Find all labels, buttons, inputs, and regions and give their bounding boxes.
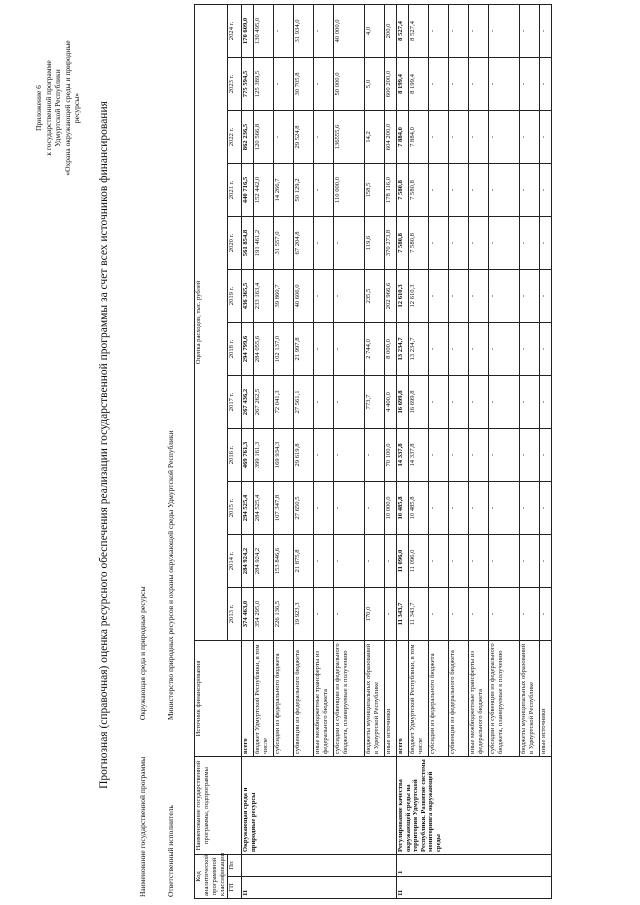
amount-cell: - bbox=[314, 217, 334, 270]
funding-source-cell: бюджеты муниципальных образований в Удмуртской Республике bbox=[520, 641, 540, 757]
amount-cell: 70 100,0 bbox=[385, 429, 397, 482]
amount-cell: 30 705,8 bbox=[294, 58, 314, 111]
header-estimate: Оценка расходов, тыс. рублей bbox=[195, 4, 228, 640]
amount-cell: 284 525,4 bbox=[254, 482, 274, 535]
amount-cell: - bbox=[520, 164, 540, 217]
amount-cell: 8 199,4 bbox=[397, 58, 409, 111]
amount-cell: 235,5 bbox=[365, 270, 385, 323]
gp-code-cell: 11 bbox=[397, 877, 552, 899]
amount-cell: - bbox=[314, 482, 334, 535]
amount-cell: 10 485,8 bbox=[409, 482, 429, 535]
amount-cell: - bbox=[540, 588, 552, 641]
funding-source-cell: субсидии из федерального бюджета bbox=[429, 641, 449, 757]
amount-cell: 119,6 bbox=[365, 217, 385, 270]
amount-cell: - bbox=[489, 4, 520, 57]
amount-cell: - bbox=[429, 588, 449, 641]
amount-cell: - bbox=[540, 429, 552, 482]
executor-row bbox=[166, 430, 175, 897]
amount-cell: - bbox=[540, 58, 552, 111]
amount-cell: 4,0 bbox=[365, 4, 385, 57]
amount-cell: - bbox=[429, 270, 449, 323]
year-header: 2019 г. bbox=[228, 270, 242, 323]
amount-cell: - bbox=[274, 58, 294, 111]
amount-cell: - bbox=[449, 429, 469, 482]
funding-source-cell: субвенции из федерального бюджета bbox=[294, 641, 314, 757]
amount-cell: - bbox=[429, 58, 449, 111]
amount-cell: 775 594,5 bbox=[242, 58, 254, 111]
funding-source-cell: бюджет Удмуртской Республики, в том числе bbox=[254, 641, 274, 757]
amount-cell: - bbox=[314, 4, 334, 57]
amount-cell: 469 761,3 bbox=[242, 429, 254, 482]
amount-cell: 284 924,2 bbox=[242, 535, 254, 588]
table-row bbox=[242, 4, 254, 898]
amount-cell: - bbox=[489, 270, 520, 323]
amount-cell: - bbox=[314, 270, 334, 323]
amount-cell: - bbox=[520, 429, 540, 482]
amount-cell: - bbox=[469, 535, 489, 588]
amount-cell: - bbox=[429, 482, 449, 535]
amount-cell: 130 495,0 bbox=[254, 4, 274, 57]
amount-cell: - bbox=[314, 111, 334, 164]
amount-cell: - bbox=[489, 217, 520, 270]
amount-cell: 107 347,8 bbox=[274, 482, 294, 535]
amount-cell: 294 525,4 bbox=[242, 482, 254, 535]
amount-cell: 10 485,8 bbox=[397, 482, 409, 535]
amount-cell: 7 580,8 bbox=[409, 217, 429, 270]
amount-cell: 178 116,0 bbox=[385, 164, 397, 217]
funding-source-cell: субсидии и субвенции из федерального бюджета, планируемые к получению bbox=[334, 641, 365, 757]
amount-cell: - bbox=[520, 482, 540, 535]
amount-cell: 170,0 bbox=[365, 588, 385, 641]
amount-cell: 294 799,6 bbox=[242, 323, 254, 376]
amount-cell: - bbox=[429, 164, 449, 217]
amount-cell: 374 463,0 bbox=[242, 588, 254, 641]
amount-cell: - bbox=[449, 588, 469, 641]
amount-cell: - bbox=[314, 164, 334, 217]
amount-cell: 110 000,0 bbox=[334, 164, 365, 217]
amount-cell: - bbox=[489, 376, 520, 429]
amount-cell: 7 884,0 bbox=[409, 111, 429, 164]
amount-cell: - bbox=[540, 535, 552, 588]
appendix-line: Приложение 6 bbox=[34, 85, 43, 131]
pp-code-cell bbox=[242, 855, 397, 877]
header-program-name: Наименование государственной программы, подпрограммы bbox=[195, 757, 242, 855]
amount-cell: 169 934,3 bbox=[274, 429, 294, 482]
table-row bbox=[397, 4, 409, 898]
amount-cell: - bbox=[334, 588, 365, 641]
amount-cell: 31 557,0 bbox=[274, 217, 294, 270]
amount-cell: 370 273,8 bbox=[385, 217, 397, 270]
amount-cell: - bbox=[520, 217, 540, 270]
program-name-label: Наименование государственной программы bbox=[138, 756, 147, 897]
amount-cell: - bbox=[540, 164, 552, 217]
funding-source-cell: иные источники bbox=[385, 641, 397, 757]
amount-cell: 284 924,2 bbox=[254, 535, 274, 588]
amount-cell: 16 699,8 bbox=[409, 376, 429, 429]
amount-cell: 21 997,8 bbox=[294, 323, 314, 376]
amount-cell: - bbox=[520, 58, 540, 111]
amount-cell: 7 580,8 bbox=[397, 217, 409, 270]
amount-cell: - bbox=[429, 111, 449, 164]
amount-cell: - bbox=[365, 482, 385, 535]
amount-cell: 284 055,6 bbox=[254, 323, 274, 376]
amount-cell: 267 436,2 bbox=[242, 376, 254, 429]
amount-cell: - bbox=[540, 111, 552, 164]
year-header: 2017 г. bbox=[228, 376, 242, 429]
amount-cell: 125 389,5 bbox=[254, 58, 274, 111]
amount-cell: 226 136,5 bbox=[274, 588, 294, 641]
amount-cell: - bbox=[469, 111, 489, 164]
amount-cell: - bbox=[365, 535, 385, 588]
amount-cell: - bbox=[469, 270, 489, 323]
amount-cell: - bbox=[520, 376, 540, 429]
amount-cell: 29 619,8 bbox=[294, 429, 314, 482]
amount-cell: - bbox=[469, 217, 489, 270]
amount-cell: - bbox=[314, 429, 334, 482]
amount-cell: 10 000,0 bbox=[385, 482, 397, 535]
amount-cell: - bbox=[489, 482, 520, 535]
funding-table bbox=[194, 4, 552, 899]
amount-cell: - bbox=[469, 323, 489, 376]
amount-cell: - bbox=[449, 4, 469, 57]
amount-cell: 5,0 bbox=[365, 58, 385, 111]
amount-cell: - bbox=[334, 323, 365, 376]
year-header: 2015 г. bbox=[228, 482, 242, 535]
amount-cell: 13 234,7 bbox=[397, 323, 409, 376]
amount-cell: - bbox=[449, 323, 469, 376]
year-header: 2016 г. bbox=[228, 429, 242, 482]
amount-cell: - bbox=[365, 429, 385, 482]
year-header: 2020 г. bbox=[228, 217, 242, 270]
amount-cell: - bbox=[449, 376, 469, 429]
amount-cell: - bbox=[520, 588, 540, 641]
year-header: 2018 г. bbox=[228, 323, 242, 376]
gp-code-cell: 11 bbox=[242, 877, 397, 899]
appendix-line: «Охрана окружающей среды и природные ресурсы» bbox=[62, 40, 81, 176]
amount-cell: - bbox=[520, 4, 540, 57]
page-title: Прогнозная (справочная) оценка ресурсного обеспечения реализации государственной программы за счет всех источников финансирования bbox=[98, 101, 110, 789]
amount-cell: 40 606,0 bbox=[294, 270, 314, 323]
table-body bbox=[242, 4, 552, 898]
amount-cell: - bbox=[334, 535, 365, 588]
amount-cell: - bbox=[489, 323, 520, 376]
amount-cell: 11 343,7 bbox=[409, 588, 429, 641]
amount-cell: - bbox=[449, 111, 469, 164]
amount-cell: 2 744,0 bbox=[365, 323, 385, 376]
amount-cell: 72 041,3 bbox=[274, 376, 294, 429]
header-code: Код аналитической программной классификации bbox=[195, 855, 228, 899]
amount-cell: 136555,6 bbox=[334, 111, 365, 164]
amount-cell: - bbox=[429, 429, 449, 482]
amount-cell: - bbox=[469, 376, 489, 429]
amount-cell: 39 860,7 bbox=[274, 270, 294, 323]
amount-cell: 8 000,0 bbox=[385, 323, 397, 376]
amount-cell: 14 337,8 bbox=[409, 429, 429, 482]
amount-cell: - bbox=[274, 4, 294, 57]
year-header: 2014 г. bbox=[228, 535, 242, 588]
amount-cell: 120 566,8 bbox=[254, 111, 274, 164]
amount-cell: - bbox=[449, 164, 469, 217]
amount-cell: 50 129,2 bbox=[294, 164, 314, 217]
program-name-value: Окружающая среда и природные ресурсы bbox=[138, 586, 147, 721]
program-name-cell: Регулирование качества окружающей среды на территории Удмуртской Республики. Развитие системы мониторинга окружающей среды bbox=[397, 757, 552, 855]
program-name-cell: Окружающая среда и природные ресурсы bbox=[242, 757, 397, 855]
year-header: 2013 г. bbox=[228, 588, 242, 641]
amount-cell: - bbox=[449, 270, 469, 323]
amount-cell: 14,2 bbox=[365, 111, 385, 164]
amount-cell: 27 650,5 bbox=[294, 482, 314, 535]
amount-cell: - bbox=[489, 535, 520, 588]
amount-cell: - bbox=[469, 588, 489, 641]
funding-source-cell: бюджеты муниципальных образований в Удмуртской Республике bbox=[365, 641, 385, 757]
amount-cell: - bbox=[540, 376, 552, 429]
amount-cell: - bbox=[334, 376, 365, 429]
amount-cell: 7 580,8 bbox=[397, 164, 409, 217]
amount-cell: - bbox=[429, 376, 449, 429]
amount-cell: - bbox=[489, 429, 520, 482]
amount-cell: - bbox=[540, 270, 552, 323]
amount-cell: - bbox=[385, 588, 397, 641]
funding-table-wrapper bbox=[194, 5, 552, 899]
amount-cell: - bbox=[429, 4, 449, 57]
amount-cell: - bbox=[429, 217, 449, 270]
amount-cell: 19 923,3 bbox=[294, 588, 314, 641]
amount-cell: - bbox=[449, 535, 469, 588]
amount-cell: - bbox=[314, 535, 334, 588]
amount-cell: - bbox=[489, 58, 520, 111]
year-header: 2024 г. bbox=[228, 4, 242, 57]
amount-cell: - bbox=[540, 217, 552, 270]
amount-cell: 436 365,5 bbox=[242, 270, 254, 323]
amount-cell: 13 234,7 bbox=[409, 323, 429, 376]
amount-cell: 354 295,0 bbox=[254, 588, 274, 641]
funding-source-cell: субвенции из федерального бюджета bbox=[449, 641, 469, 757]
amount-cell: - bbox=[429, 323, 449, 376]
funding-source-cell: иные источники bbox=[540, 641, 552, 757]
header-gp: ГП bbox=[228, 877, 242, 899]
amount-cell: 158,5 bbox=[365, 164, 385, 217]
amount-cell: 191 461,2 bbox=[254, 217, 274, 270]
amount-cell: 267 262,5 bbox=[254, 376, 274, 429]
amount-cell: - bbox=[489, 588, 520, 641]
amount-cell: 152 442,0 bbox=[254, 164, 274, 217]
amount-cell: 440 716,5 bbox=[242, 164, 254, 217]
amount-cell: 202 966,6 bbox=[385, 270, 397, 323]
amount-cell: 12 610,3 bbox=[397, 270, 409, 323]
amount-cell: - bbox=[540, 482, 552, 535]
amount-cell: 8 199,4 bbox=[409, 58, 429, 111]
amount-cell: - bbox=[520, 111, 540, 164]
amount-cell: 600 200,0 bbox=[385, 58, 397, 111]
amount-cell: 102 137,0 bbox=[274, 323, 294, 376]
amount-cell: 7 884,0 bbox=[397, 111, 409, 164]
amount-cell: 11 343,7 bbox=[397, 588, 409, 641]
amount-cell: 604 200,0 bbox=[385, 111, 397, 164]
amount-cell: 50 000,0 bbox=[334, 58, 365, 111]
amount-cell: - bbox=[385, 535, 397, 588]
amount-cell: - bbox=[334, 270, 365, 323]
amount-cell: - bbox=[449, 482, 469, 535]
amount-cell: 4 400,0 bbox=[385, 376, 397, 429]
amount-cell: 153 846,6 bbox=[274, 535, 294, 588]
funding-source-cell: субсидии и субвенции из федерального бюджета, планируемые к получению bbox=[489, 641, 520, 757]
appendix-note bbox=[34, 33, 82, 183]
amount-cell: - bbox=[314, 323, 334, 376]
amount-cell: 40 000,0 bbox=[334, 4, 365, 57]
amount-cell: - bbox=[520, 535, 540, 588]
amount-cell: 27 561,1 bbox=[294, 376, 314, 429]
amount-cell: 399 161,3 bbox=[254, 429, 274, 482]
amount-cell: 8 527,4 bbox=[409, 4, 429, 57]
amount-cell: - bbox=[274, 111, 294, 164]
amount-cell: 8 527,4 bbox=[397, 4, 409, 57]
amount-cell: - bbox=[489, 164, 520, 217]
amount-cell: 29 524,8 bbox=[294, 111, 314, 164]
amount-cell: 14 337,8 bbox=[397, 429, 409, 482]
executor-value: Министерство природных ресурсов и охраны окружающей среды Удмуртской Республики bbox=[166, 430, 175, 721]
appendix-line: Удмуртской Республики bbox=[53, 69, 62, 147]
amount-cell: 773,7 bbox=[365, 376, 385, 429]
amount-cell: - bbox=[314, 58, 334, 111]
funding-source-cell: субсидии из федерального бюджета bbox=[274, 641, 294, 757]
amount-cell: - bbox=[469, 164, 489, 217]
funding-source-cell: иные межбюджетные трансферты из федерального бюджета bbox=[469, 641, 489, 757]
executor-label: Ответственный исполнитель bbox=[166, 805, 175, 897]
amount-cell: - bbox=[520, 323, 540, 376]
funding-source-cell: иные межбюджетные трансферты из федерального бюджета bbox=[314, 641, 334, 757]
amount-cell: 7 580,8 bbox=[409, 164, 429, 217]
year-header: 2021 г. bbox=[228, 164, 242, 217]
amount-cell: - bbox=[489, 111, 520, 164]
header-funding-source: Источник финансирования bbox=[195, 641, 242, 757]
amount-cell: - bbox=[449, 58, 469, 111]
amount-cell: 11 096,0 bbox=[397, 535, 409, 588]
appendix-line: к государственной программе bbox=[43, 60, 53, 156]
amount-cell: 561 854,8 bbox=[242, 217, 254, 270]
amount-cell: 862 236,5 bbox=[242, 111, 254, 164]
amount-cell: - bbox=[314, 588, 334, 641]
amount-cell: - bbox=[429, 535, 449, 588]
amount-cell: - bbox=[469, 4, 489, 57]
amount-cell: 200,0 bbox=[385, 4, 397, 57]
amount-cell: - bbox=[540, 4, 552, 57]
year-header: 2023 г. bbox=[228, 58, 242, 111]
amount-cell: - bbox=[469, 482, 489, 535]
amount-cell: 12 610,3 bbox=[409, 270, 429, 323]
pp-code-cell: 1 bbox=[397, 855, 552, 877]
amount-cell: 233 163,4 bbox=[254, 270, 274, 323]
amount-cell: 67 204,8 bbox=[294, 217, 314, 270]
amount-cell: 21 875,8 bbox=[294, 535, 314, 588]
funding-source-cell: всего bbox=[397, 641, 409, 757]
amount-cell: 16 699,8 bbox=[397, 376, 409, 429]
year-header: 2022 г. bbox=[228, 111, 242, 164]
amount-cell: 31 934,0 bbox=[294, 4, 314, 57]
amount-cell: - bbox=[334, 429, 365, 482]
amount-cell: 170 609,0 bbox=[242, 4, 254, 57]
amount-cell: - bbox=[334, 482, 365, 535]
program-name-row bbox=[138, 587, 147, 898]
amount-cell: - bbox=[469, 429, 489, 482]
funding-source-cell: всего bbox=[242, 641, 254, 757]
amount-cell: - bbox=[314, 376, 334, 429]
amount-cell: 14 266,7 bbox=[274, 164, 294, 217]
funding-source-cell: бюджет Удмуртской Республики, в том числе bbox=[409, 641, 429, 757]
header-pp: Пп bbox=[228, 855, 242, 877]
amount-cell: - bbox=[334, 217, 365, 270]
amount-cell: - bbox=[449, 217, 469, 270]
amount-cell: - bbox=[540, 323, 552, 376]
amount-cell: - bbox=[520, 270, 540, 323]
amount-cell: - bbox=[469, 58, 489, 111]
amount-cell: 11 096,0 bbox=[409, 535, 429, 588]
